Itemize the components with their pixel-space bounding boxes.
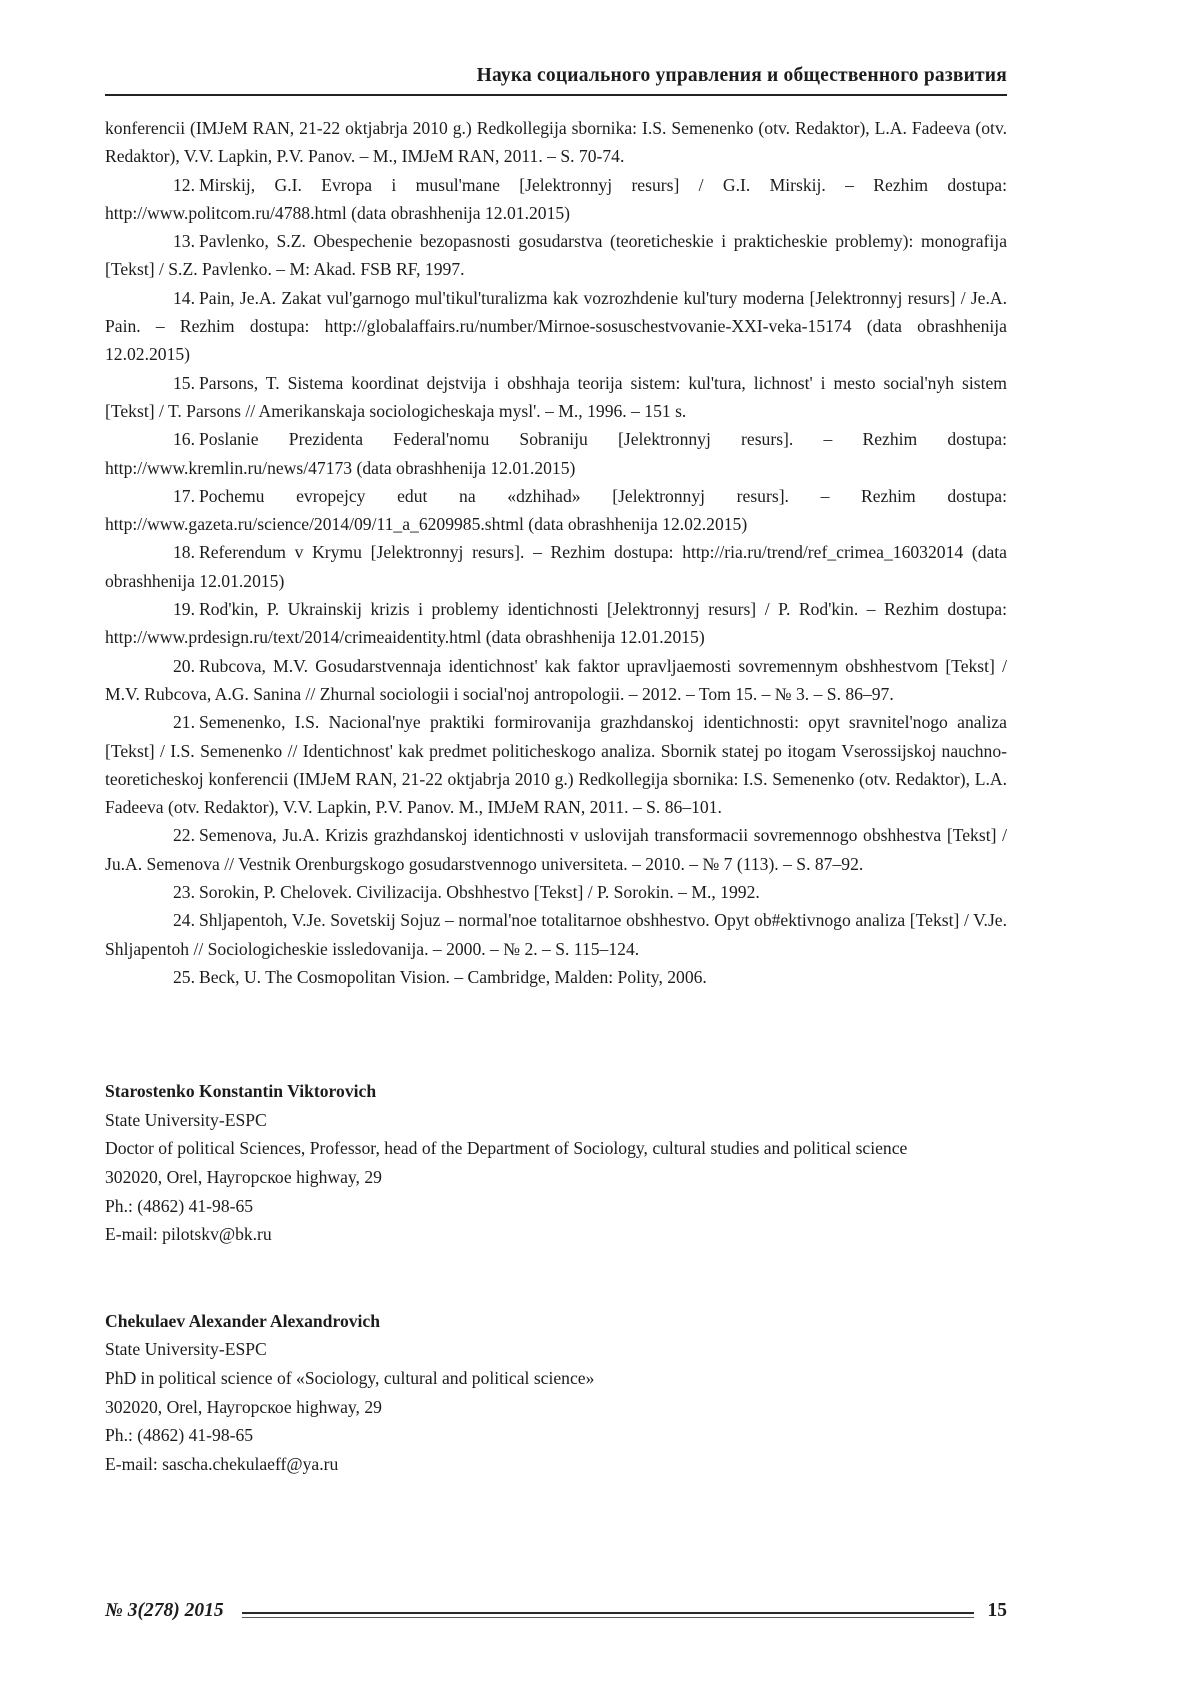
reference-text: Pain, Je.A. Zakat vul'garnogo mul'tikul'turalizma kak vozrozhdenie kul'tury moderna [Jelektronnyj resurs] / Je.A. Pain. – Rezhim dostupa: http://globalaffairs.ru/number/Mirnoe-sosuschestvovanie-XXI-veka-15174 (data obrashhenija 12.02.2015) bbox=[105, 287, 1007, 365]
reference-item-16 bbox=[105, 425, 1007, 482]
reference-number: 19. bbox=[173, 599, 195, 620]
reference-item-19 bbox=[105, 595, 1007, 652]
author-name: Starostenko Konstantin Viktorovich bbox=[105, 1081, 377, 1102]
reference-text: Referendum v Krymu [Jelektronnyj resurs]. – Rezhim dostupa: http://ria.ru/trend/ref_crimea_16032014 (data obrashhenija 12.01.2015) bbox=[105, 542, 1007, 591]
reference-number: 12. bbox=[173, 174, 195, 195]
author-affiliation: State University-ESPC bbox=[105, 1109, 267, 1130]
reference-number: 17. bbox=[173, 485, 195, 506]
reference-item-24 bbox=[105, 906, 1007, 963]
reference-text: Pochemu evropejcy edut na «dzhihad» [Jelektronnyj resurs]. – Rezhim dostupa: http://www.gazeta.ru/science/2014/09/11_a_6209985.shtml (data obrashhenija 12.02.2015) bbox=[105, 485, 1007, 535]
issue-number: № 3(278) 2015 bbox=[105, 1600, 224, 1621]
reference-text: Beck, U. The Cosmopolitan Vision. – Cambridge, Malden: Polity, 2006. bbox=[199, 966, 707, 987]
reference-item-13 bbox=[105, 227, 1007, 284]
reference-number: 21. bbox=[173, 712, 195, 733]
page-header bbox=[105, 0, 1007, 96]
reference-continuation-text: konferencii (IMJeM RAN, 21-22 oktjabrja 2010 g.) Redkollegija sbornika: I.S. Semenenko (otv. Redaktor), L.A. Fadeeva (otv. Redaktor), V.V. Lapkin, P.V. Panov. – M., IMJeM RAN, 2011. – S. 70-74. bbox=[105, 118, 1007, 167]
page-body bbox=[105, 114, 1007, 1478]
reference-item-18 bbox=[105, 538, 1007, 595]
reference-text: Semenova, Ju.A. Krizis grazhdanskoj identichnosti v uslovijah transformacii sovremennogo obshhestva [Tekst] / Ju.A. Semenova // Vestnik Orenburgskogo gosudarstvennogo universiteta. – 2010. – № 7 (113). – S. 87–92. bbox=[105, 825, 1007, 874]
page-footer bbox=[105, 1598, 1007, 1624]
reference-item-12 bbox=[105, 171, 1007, 228]
reference-text: Sorokin, P. Chelovek. Civilizacija. Obshhestvo [Tekst] / P. Sorokin. – M., 1992. bbox=[199, 882, 760, 903]
author-email: E-mail: pilotskv@bk.ru bbox=[105, 1224, 272, 1245]
reference-text: Rod'kin, P. Ukrainskij krizis i problemy identichnosti [Jelektronnyj resurs] / P. Rod'kin. – Rezhim dostupa: http://www.prdesign.ru/text/2014/crimeaidentity.html (data obrashhenija 12.01.2015) bbox=[105, 599, 1007, 648]
author-phone: Ph.: (4862) 41-98-65 bbox=[105, 1195, 254, 1216]
reference-number: 23. bbox=[173, 882, 195, 903]
author-email: E-mail: sascha.chekulaeff@ya.ru bbox=[105, 1453, 339, 1474]
reference-number: 24. bbox=[173, 910, 195, 931]
author-info-chekulaev bbox=[105, 1307, 1007, 1479]
footer-rule bbox=[242, 1612, 974, 1618]
author-position: Doctor of political Sciences, Professor, head of the Department of Sociology, cultural studies and political science bbox=[105, 1138, 908, 1159]
reference-item-21 bbox=[105, 708, 1007, 821]
author-info-starostenko bbox=[105, 1077, 1007, 1249]
reference-number: 16. bbox=[173, 429, 195, 450]
author-address: 302020, Orel, Наугорское highway, 29 bbox=[105, 1166, 382, 1187]
references-section bbox=[105, 114, 1007, 991]
reference-number: 14. bbox=[173, 287, 195, 308]
reference-item-25 bbox=[105, 963, 1007, 991]
author-address: 302020, Orel, Наугорское highway, 29 bbox=[105, 1396, 382, 1417]
reference-text: Poslanie Prezidenta Federal'nomu Sobraniju [Jelektronnyj resurs]. – Rezhim dostupa: http://www.kremlin.ru/news/47173 (data obrashhenija 12.01.2015) bbox=[105, 429, 1007, 478]
reference-number: 20. bbox=[173, 655, 195, 676]
author-position: PhD in political science of «Sociology, cultural and political science» bbox=[105, 1367, 595, 1388]
reference-item-14 bbox=[105, 284, 1007, 369]
reference-item-15 bbox=[105, 369, 1007, 426]
reference-text: Rubcova, M.V. Gosudarstvennaja identichnost' kak faktor upravljaemosti sovremennym obshhestvom [Tekst] / M.V. Rubcova, A.G. Sanina // Zhurnal sociologii i social'noj antropologii. – 2012. – Tom 15. – № 3. – S. 86–97. bbox=[105, 655, 1007, 704]
reference-item-20 bbox=[105, 652, 1007, 709]
reference-item-17 bbox=[105, 482, 1007, 539]
reference-number: 15. bbox=[173, 372, 195, 393]
reference-number: 18. bbox=[173, 542, 195, 563]
reference-text: Shljapentoh, V.Je. Sovetskij Sojuz – normal'noe totalitarnoe obshhestvo. Opyt ob#ektivnogo analiza [Tekst] / V.Je. Shljapentoh // Sociologicheskie issledovanija. – 2000. – № 2. – S. 115–124. bbox=[105, 910, 1007, 959]
author-name: Chekulaev Alexander Alexandrovich bbox=[105, 1310, 381, 1331]
reference-number: 25. bbox=[173, 966, 195, 987]
reference-text: Mirskij, G.I. Evropa i musul'mane [Jelektronnyj resurs] / G.I. Mirskij. – Rezhim dostupa: http://www.politcom.ru/4788.html (data obrashhenija 12.01.2015) bbox=[105, 174, 1007, 223]
journal-section-title: Наука социального управления и общественного развития bbox=[476, 65, 1007, 86]
page-number: 15 bbox=[987, 1600, 1007, 1621]
reference-text: Semenenko, I.S. Nacional'nye praktiki formirovanija grazhdanskoj identichnosti: opyt sravnitel'nogo analiza [Tekst] / I.S. Semenenko // Identichnost' kak predmet politicheskogo analiza. Sbornik statej po itogam Vserossijskoj nauchno-teoreticheskoj konferencii (IMJeM RAN, 21-22 oktjabrja 2010 g.) Redkollegija sbornika: I.S. Semenenko (otv. Redaktor), L.A. Fadeeva (otv. Redaktor), V.V. Lapkin, P.V. Panov. M., IMJeM RAN, 2011. – S. 86–101. bbox=[105, 712, 1007, 818]
reference-continuation bbox=[105, 114, 1007, 171]
reference-item-22 bbox=[105, 821, 1007, 878]
author-phone: Ph.: (4862) 41-98-65 bbox=[105, 1425, 254, 1446]
reference-number: 22. bbox=[173, 825, 195, 846]
reference-number: 13. bbox=[173, 231, 195, 252]
reference-text: Pavlenko, S.Z. Obespechenie bezopasnosti gosudarstva (teoreticheskie i prakticheskie problemy): monografija [Tekst] / S.Z. Pavlenko. – M: Akad. FSB RF, 1997. bbox=[105, 231, 1007, 280]
reference-text: Parsons, T. Sistema koordinat dejstvija i obshhaja teorija sistem: kul'tura, lichnost' i mesto social'nyh sistem [Tekst] / T. Parsons // Amerikanskaja sociologicheskaja mysl'. – M., 1996. – 151 s. bbox=[105, 372, 1007, 421]
author-affiliation: State University-ESPC bbox=[105, 1339, 267, 1360]
reference-item-23 bbox=[105, 878, 1007, 906]
